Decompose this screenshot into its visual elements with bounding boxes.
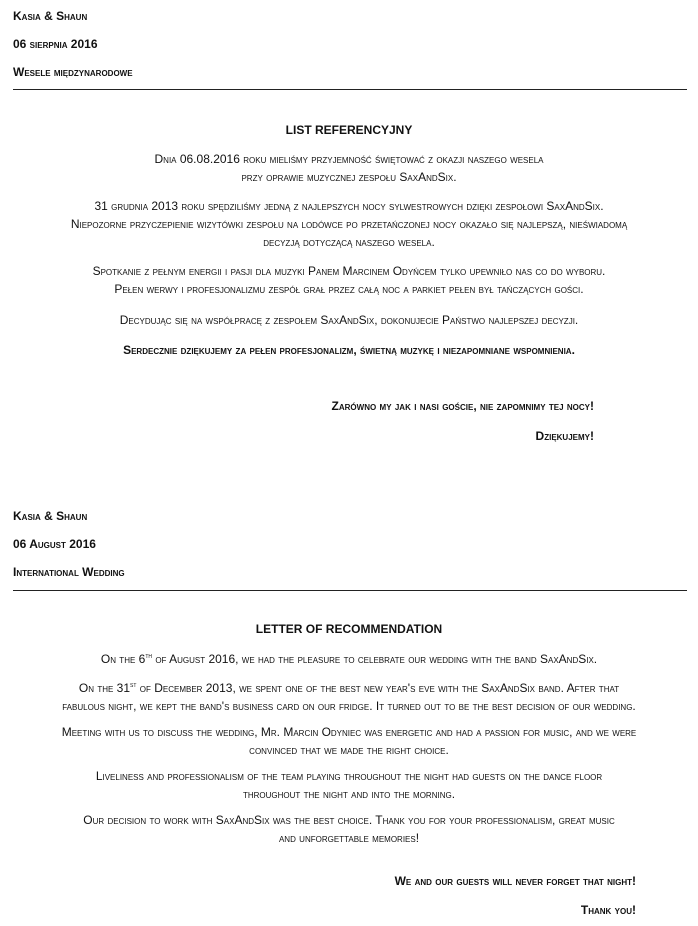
polish-paragraph-1: Dnia 06.08.2016 roku mieliśmy przyjemność świętować z okazji naszego wesela przy oprawie muzycznej zespołu SaxAndSix. bbox=[154, 152, 544, 184]
english-paragraph-1: On the 6th of August 2016, we had the pleasure to celebrate our wedding with the band SaxAndSix. bbox=[100, 652, 598, 666]
english-paragraph-3: Meeting with us to discuss the wedding, Mr. Marcin Odyniec was energetic and had a passion for music, and we were convinced that we made the right choice. bbox=[61, 725, 637, 757]
english-divider bbox=[13, 590, 687, 591]
english-date: 06 August 2016 bbox=[13, 537, 96, 551]
english-paragraph-4: Liveliness and professionalism of the team playing throughout the night had guests on the dance floor throughout the night and into the morning. bbox=[95, 769, 603, 801]
english-letter-title: LETTER OF RECOMMENDATION bbox=[255, 622, 443, 636]
english-thank-you: Thank you! bbox=[580, 903, 636, 917]
polish-paragraph-4: Decydując się na współpracę z zespołem SaxAndSix, dokonujecie Państwo najlepszej decyzji. bbox=[119, 313, 579, 327]
english-paragraph-2: On the 31st of December 2013, we spent one of the best new year's eve with the SaxAndSix band. After that fabulous night, we kept the band's business card on our fridge. It turned out to be the best decision of our wedding. bbox=[62, 681, 636, 713]
polish-closing-line: Zarówno my jak i nasi goście, nie zapomnimy tej nocy! bbox=[331, 399, 594, 413]
polish-paragraph-2: 31 grudnia 2013 roku spędziliśmy jedną z najlepszych nocy sylwestrowych dzięki zespołowi SaxAndSix. Niepozorne przyczepienie wizytówki zespołu na lodówce po przetańczonej nocy okazało się najlepszą, nieświadomą decyzją dotyczącą naszego wesela. bbox=[70, 199, 628, 249]
english-closing-line: We and our guests will never forget that night! bbox=[394, 874, 636, 888]
polish-thanks-paragraph: Serdecznie dziękujemy za pełen profesjonalizm, świetną muzykę i niezapomniane wspomnienia. bbox=[123, 343, 575, 357]
polish-couple-names: Kasia & Shaun bbox=[13, 9, 88, 23]
polish-date: 06 sierpnia 2016 bbox=[13, 37, 98, 51]
polish-thank-you: Dziękujemy! bbox=[535, 429, 594, 443]
english-paragraph-5: Our decision to work with SaxAndSix was the best choice. Thank you for your professionalism, great music and unforgettable memories! bbox=[83, 813, 615, 845]
polish-divider bbox=[13, 89, 687, 90]
polish-paragraph-3: Spotkanie z pełnym energii i pasji dla muzyki Panem Marcinem Odyńcem tylko upewniło nas co do wyboru. Pełen werwy i profesjonalizmu zespół grał przez całą noc a parkiet pełen był tańczących gości. bbox=[92, 264, 606, 296]
polish-letter-title: LIST REFERENCYJNY bbox=[285, 123, 413, 137]
english-event-name: International Wedding bbox=[13, 565, 125, 579]
english-couple-names: Kasia & Shaun bbox=[13, 509, 88, 523]
polish-event-name: Wesele międzynarodowe bbox=[13, 65, 133, 79]
